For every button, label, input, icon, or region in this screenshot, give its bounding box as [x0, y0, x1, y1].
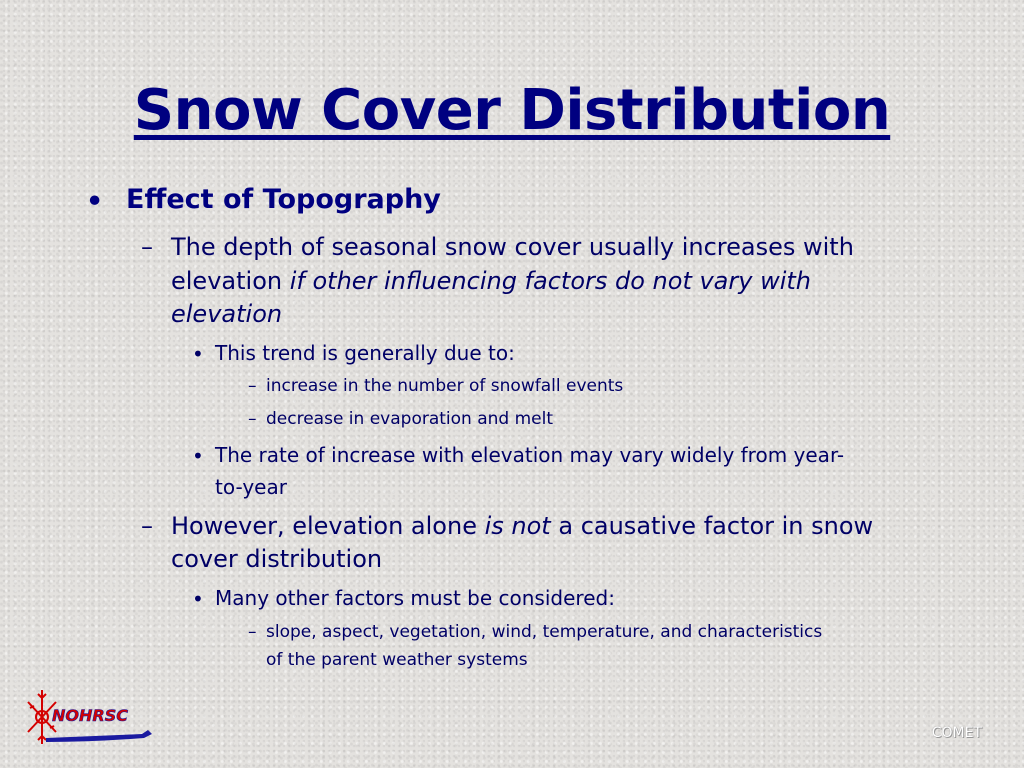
bullet-icon: • — [192, 587, 204, 611]
sub1-text: This trend is generally due to: — [215, 341, 515, 365]
dash-icon: – — [141, 233, 153, 261]
slide-title: Snow Cover Distribution — [133, 78, 891, 143]
sub2-line2: to-year — [215, 475, 287, 499]
sub1-item-1: increase in the number of snowfall events — [266, 376, 624, 396]
bullet-heading: Effect of Topography — [126, 184, 441, 215]
sub3-item-line2: of the parent weather systems — [266, 650, 528, 670]
sub1-item-2: decrease in evaporation and melt — [266, 409, 554, 429]
bullet-icon: • — [86, 186, 104, 217]
point2-line1-prefix: However, elevation alone — [171, 512, 477, 540]
logo-text: NOHRSC — [52, 706, 128, 725]
point2-line1-suffix: a causative factor in snow — [558, 512, 874, 540]
point1-line2-italic: if other influencing factors do not vary with — [289, 267, 812, 295]
point1-line3-italic: elevation — [171, 300, 283, 328]
bullet-icon: • — [192, 342, 204, 366]
plane-swoosh — [46, 730, 152, 742]
point1-line1: The depth of seasonal snow cover usually increases with — [171, 233, 854, 261]
dash-icon: – — [248, 376, 257, 396]
point2-line2: cover distribution — [171, 545, 383, 573]
bullet-icon: • — [192, 444, 204, 468]
sub2-line1: The rate of increase with elevation may vary widely from year- — [215, 443, 845, 467]
footer-credit: COMET — [931, 725, 982, 741]
dash-icon: – — [248, 409, 257, 429]
sub3-text: Many other factors must be considered: — [215, 586, 615, 610]
point2-line1 — [171, 512, 873, 540]
point1-line2 — [171, 267, 811, 295]
point2-line1-italic: is not — [484, 512, 551, 540]
point1-line3 — [171, 300, 282, 328]
sub3-item-line1: slope, aspect, vegetation, wind, temperature, and characteristics — [266, 622, 823, 642]
nohrsc-logo — [24, 686, 156, 748]
dash-icon: – — [248, 622, 257, 642]
point1-line2-prefix: elevation — [171, 267, 283, 295]
dash-icon: – — [141, 512, 153, 540]
